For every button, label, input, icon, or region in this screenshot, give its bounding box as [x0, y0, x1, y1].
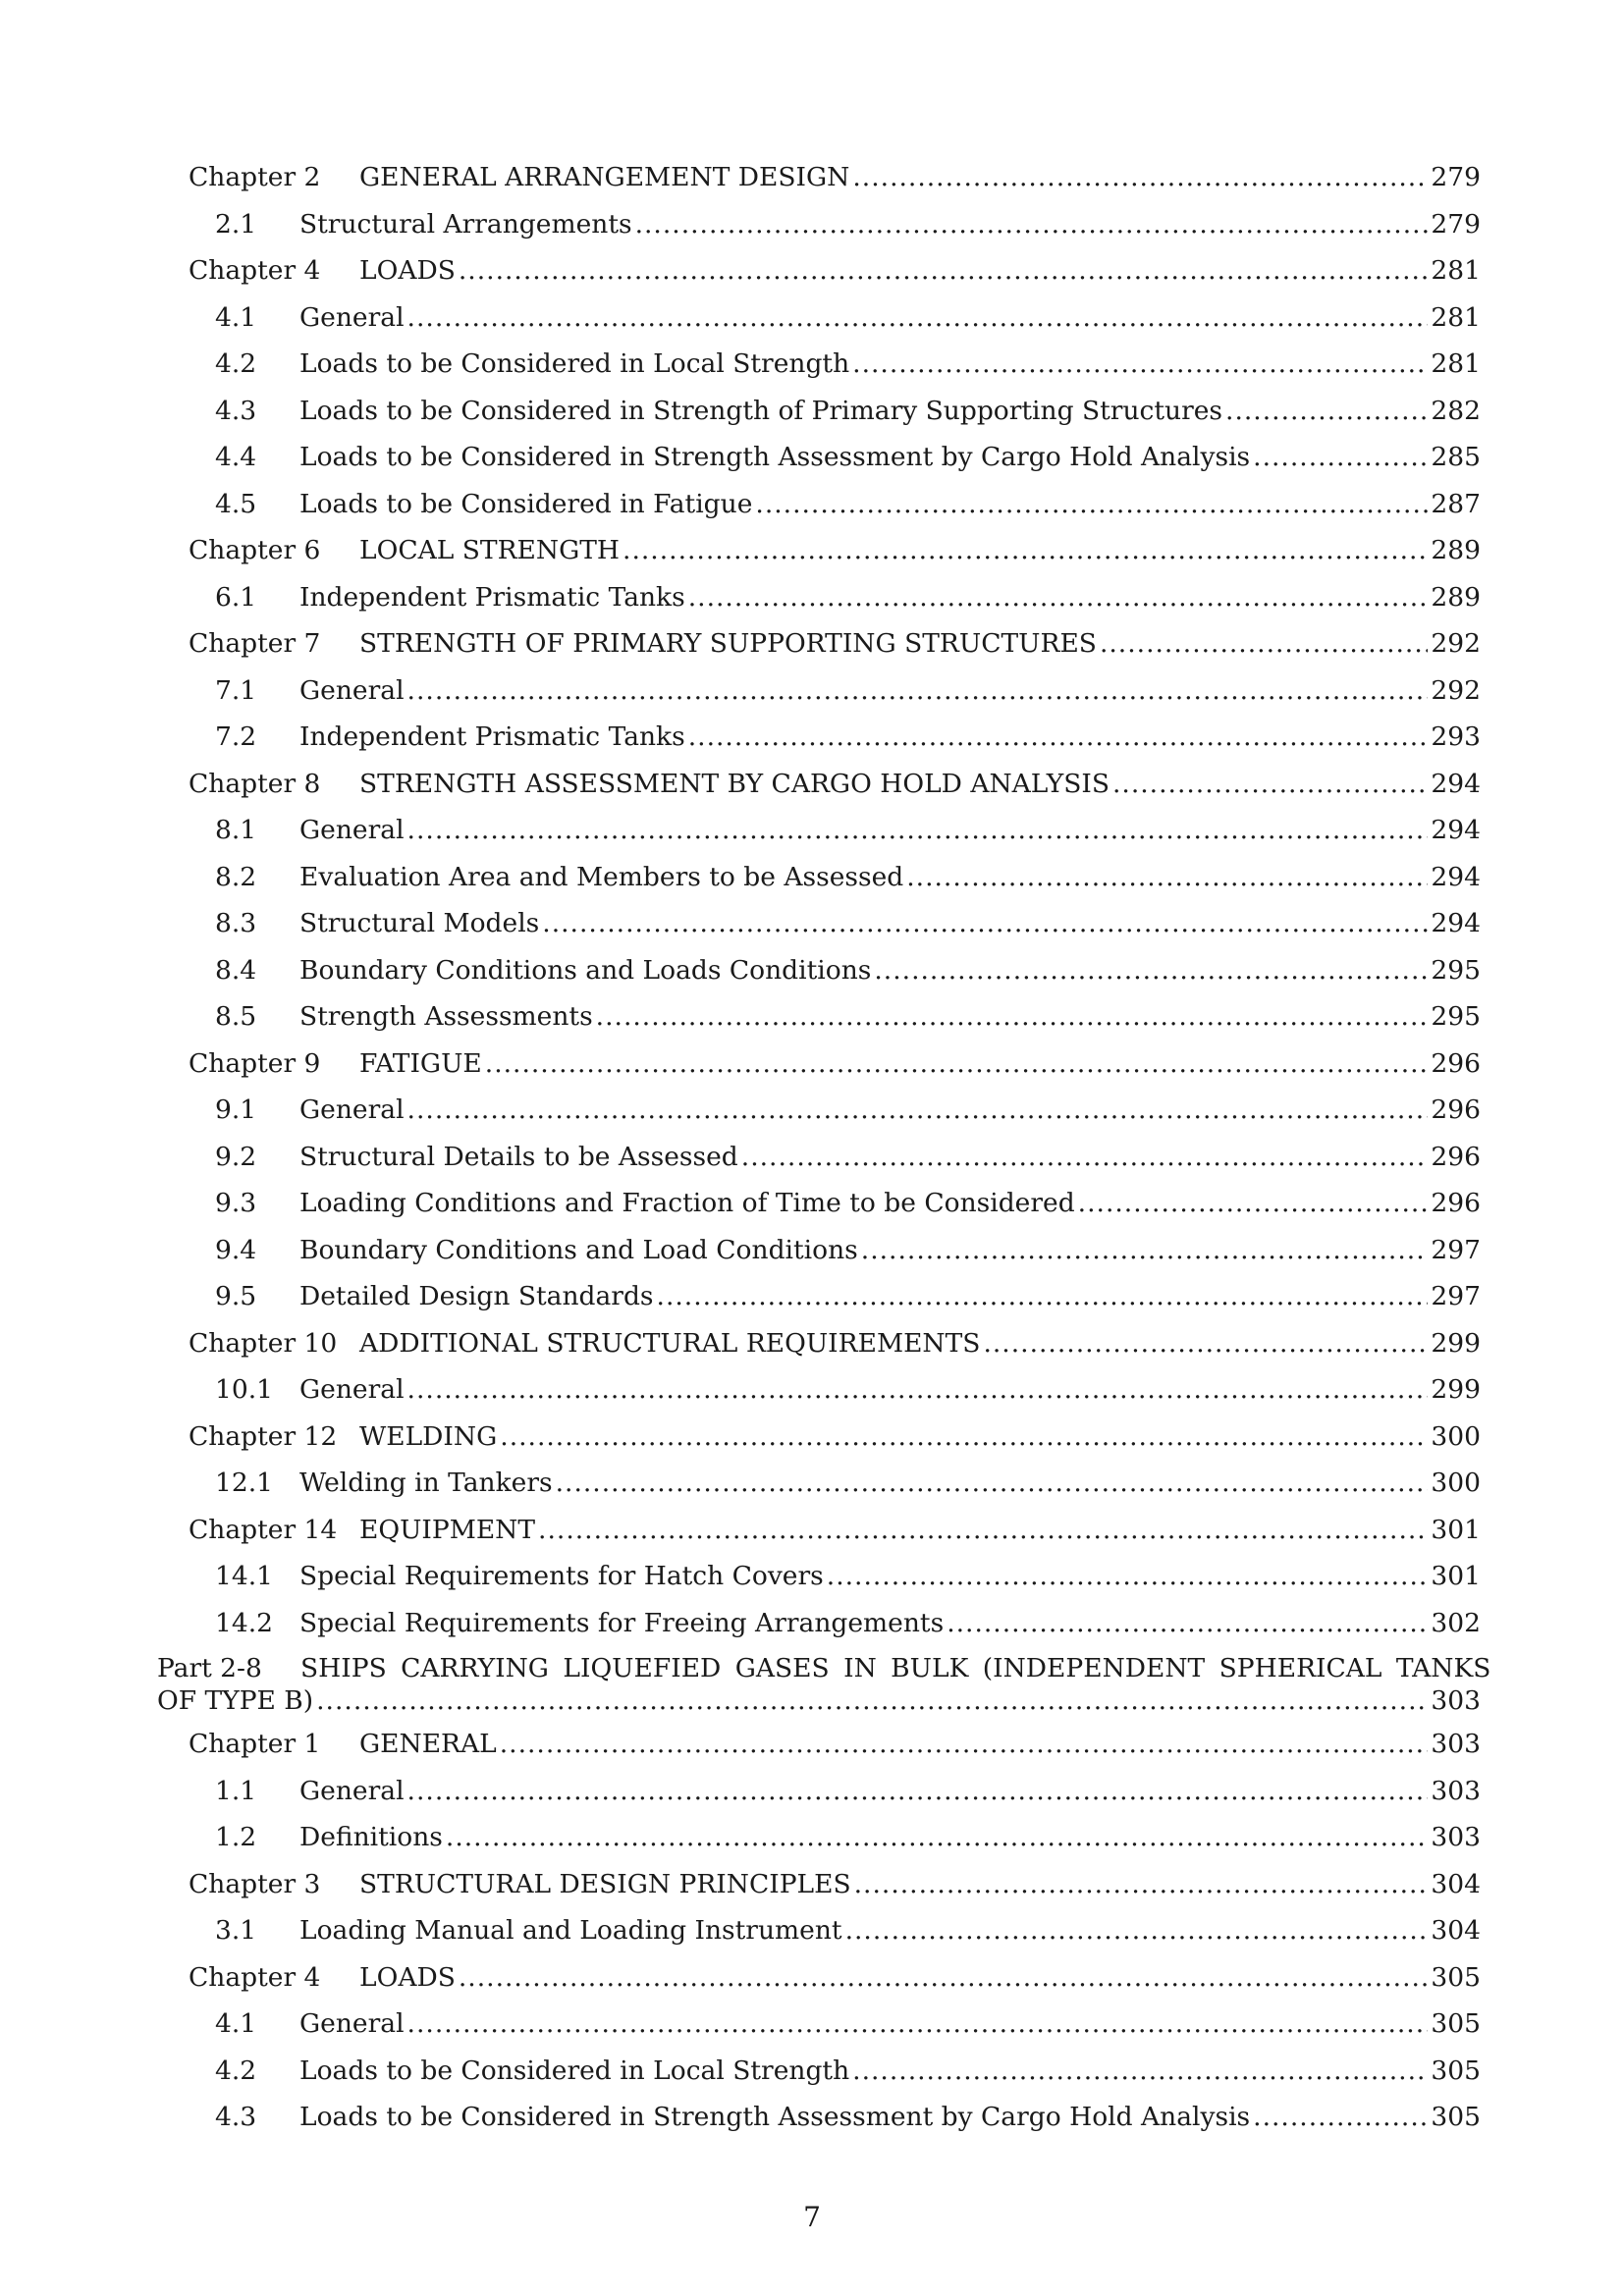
- toc-section-entry[interactable]: [157, 807, 1481, 854]
- toc-section-entry[interactable]: [157, 1460, 1481, 1507]
- section-title: General: [299, 1374, 405, 1405]
- toc-chapter-entry[interactable]: [157, 1507, 1481, 1554]
- section-title: Definitions: [299, 1822, 443, 1852]
- toc-section-entry[interactable]: [157, 1768, 1481, 1815]
- part-title-line2: OF TYPE B): [157, 1685, 314, 1716]
- toc-section-entry[interactable]: [157, 854, 1481, 901]
- entry-page-number: 303: [1431, 1775, 1481, 1806]
- dot-leader: [688, 714, 1429, 761]
- toc-section-entry[interactable]: [157, 1814, 1481, 1861]
- chapter-title: LOCAL STRENGTH: [359, 535, 621, 565]
- toc-section-entry[interactable]: [157, 2001, 1481, 2048]
- section-title: Loading Manual and Loading Instrument: [299, 1915, 842, 1946]
- chapter-title: WELDING: [359, 1420, 498, 1452]
- chapter-title: LOADS: [359, 255, 456, 286]
- section-number: 14.2: [215, 1607, 274, 1638]
- entry-page-number: 300: [1431, 1468, 1481, 1498]
- toc-section-entry[interactable]: [157, 1087, 1481, 1134]
- toc-chapter-entry[interactable]: [157, 1320, 1481, 1367]
- section-number: 2.1: [215, 208, 257, 240]
- section-number: 4.5: [215, 488, 257, 519]
- toc-section-entry[interactable]: [157, 294, 1481, 342]
- chapter-number: Chapter 9: [189, 1047, 321, 1079]
- section-title: General: [299, 301, 405, 333]
- entry-page-number: 282: [1431, 395, 1481, 426]
- section-number: 7.2: [215, 721, 257, 752]
- section-number: 9.3: [215, 1188, 257, 1218]
- chapter-number: Chapter 12: [189, 1420, 338, 1452]
- section-number: 4.1: [215, 301, 257, 333]
- dot-leader: [407, 807, 1429, 854]
- dot-leader: [852, 2048, 1428, 2095]
- toc-section-entry[interactable]: [157, 201, 1481, 248]
- section-title: Detailed Design Standards: [299, 1281, 654, 1311]
- dot-leader: [854, 1861, 1429, 1908]
- chapter-title: LOADS: [359, 1961, 456, 1993]
- entry-page-number: 300: [1431, 1420, 1481, 1452]
- toc-section-entry[interactable]: [157, 900, 1481, 947]
- entry-page-number: 305: [1431, 2008, 1481, 2039]
- section-number: 6.1: [215, 581, 257, 613]
- section-title: Boundary Conditions and Loads Conditions: [299, 954, 872, 986]
- dot-leader: [446, 1814, 1429, 1861]
- entry-page-number: 295: [1431, 954, 1481, 986]
- dot-leader: [459, 1954, 1429, 2002]
- toc-chapter-entry[interactable]: [157, 154, 1481, 201]
- toc-section-entry[interactable]: [157, 1553, 1481, 1600]
- section-title: General: [299, 1095, 405, 1125]
- section-title: Welding in Tankers: [299, 1468, 553, 1498]
- entry-page-number: 294: [1431, 861, 1481, 892]
- toc-chapter-entry[interactable]: [157, 527, 1481, 574]
- section-title: Loads to be Considered in Strength of Primary Supporting Structures: [299, 395, 1223, 426]
- chapter-number: Chapter 4: [189, 255, 321, 286]
- chapter-number: Chapter 4: [189, 1961, 321, 1993]
- section-title: Loads to be Considered in Strength Assessment by Cargo Hold Analysis: [299, 2102, 1251, 2132]
- dot-leader: [1253, 2094, 1428, 2141]
- toc-chapter-entry[interactable]: [157, 1954, 1481, 2002]
- dot-leader: [500, 1414, 1428, 1461]
- dot-leader: [947, 1600, 1428, 1647]
- dot-leader: [874, 947, 1428, 994]
- toc-chapter-entry[interactable]: [157, 1414, 1481, 1461]
- dot-leader: [407, 294, 1429, 342]
- entry-page-number: 296: [1431, 1095, 1481, 1125]
- chapter-number: Chapter 10: [189, 1327, 338, 1359]
- toc-section-entry[interactable]: [157, 2048, 1481, 2095]
- dot-leader: [538, 1507, 1428, 1554]
- dot-leader: [1100, 620, 1428, 667]
- entry-page-number: 285: [1431, 442, 1481, 472]
- section-title: General: [299, 815, 405, 845]
- section-number: 9.5: [215, 1281, 257, 1311]
- section-number: 12.1: [215, 1468, 274, 1498]
- dot-leader: [316, 1684, 1428, 1717]
- dot-leader: [741, 1134, 1429, 1181]
- section-number: 9.4: [215, 1234, 257, 1265]
- dot-leader: [852, 341, 1428, 388]
- entry-page-number: 301: [1431, 1561, 1481, 1591]
- dot-leader: [657, 1273, 1429, 1320]
- section-title: Structural Models: [299, 908, 540, 938]
- entry-page-number: 304: [1431, 1868, 1481, 1899]
- section-title: Boundary Conditions and Load Conditions: [299, 1234, 858, 1265]
- entry-page-number: 303: [1431, 1822, 1481, 1852]
- section-number: 8.5: [215, 1001, 257, 1032]
- section-title: General: [299, 674, 405, 706]
- entry-page-number: 296: [1431, 1047, 1481, 1079]
- toc-section-entry[interactable]: [157, 1180, 1481, 1227]
- section-title: Evaluation Area and Members to be Assessed: [299, 861, 904, 892]
- dot-leader: [556, 1460, 1429, 1507]
- entry-page-number: 299: [1431, 1374, 1481, 1405]
- section-number: 4.3: [215, 395, 257, 426]
- dot-leader: [407, 2001, 1429, 2048]
- entry-page-number: 302: [1431, 1607, 1481, 1638]
- section-title: Strength Assessments: [299, 1001, 593, 1032]
- toc-section-entry[interactable]: [157, 993, 1481, 1041]
- toc-section-entry[interactable]: [157, 1134, 1481, 1181]
- toc-section-entry[interactable]: [157, 341, 1481, 388]
- toc-section-entry[interactable]: [157, 714, 1481, 761]
- entry-page-number: 303: [1431, 1729, 1481, 1759]
- section-number: 8.1: [215, 815, 257, 845]
- entry-page-number: 296: [1431, 1188, 1481, 1218]
- entry-page-number: 296: [1431, 1141, 1481, 1172]
- section-number: 4.4: [215, 442, 257, 472]
- entry-page-number: 293: [1431, 721, 1481, 752]
- chapter-number: Chapter 6: [189, 535, 321, 565]
- toc-section-entry[interactable]: [157, 667, 1481, 715]
- dot-leader: [407, 1087, 1429, 1134]
- chapter-title: FATIGUE: [359, 1047, 482, 1079]
- section-number: 4.2: [215, 2055, 257, 2086]
- chapter-title: GENERAL: [359, 1729, 497, 1759]
- section-title: General: [299, 1775, 405, 1806]
- dot-leader: [688, 574, 1429, 621]
- entry-page-number: 292: [1431, 674, 1481, 706]
- toc-section-entry[interactable]: [157, 947, 1481, 994]
- section-number: 9.2: [215, 1141, 257, 1172]
- toc-section-entry[interactable]: [157, 434, 1481, 481]
- chapter-title: STRUCTURAL DESIGN PRINCIPLES: [359, 1868, 851, 1899]
- chapter-number: Chapter 1: [189, 1729, 321, 1759]
- section-number: 9.1: [215, 1095, 257, 1125]
- section-title: Special Requirements for Hatch Covers: [299, 1561, 824, 1591]
- chapter-number: Chapter 8: [189, 768, 321, 799]
- toc-section-entry[interactable]: [157, 1227, 1481, 1274]
- dot-leader: [485, 1041, 1429, 1088]
- dot-leader: [635, 201, 1429, 248]
- section-title: Loads to be Considered in Local Strength: [299, 348, 850, 379]
- section-number: 1.2: [215, 1822, 257, 1852]
- dot-leader: [542, 900, 1428, 947]
- chapter-number: Chapter 3: [189, 1868, 321, 1899]
- section-title: Loading Conditions and Fraction of Time to be Considered: [299, 1188, 1075, 1218]
- section-title: General: [299, 2008, 405, 2039]
- entry-page-number: 295: [1431, 1001, 1481, 1032]
- entry-page-number: 279: [1431, 208, 1481, 240]
- entry-page-number: 289: [1431, 535, 1481, 565]
- entry-page-number: 292: [1431, 628, 1481, 659]
- dot-leader: [407, 1366, 1429, 1414]
- entry-page-number: 294: [1431, 908, 1481, 938]
- chapter-title: ADDITIONAL STRUCTURAL REQUIREMENTS: [359, 1327, 981, 1359]
- section-title: Structural Details to be Assessed: [299, 1141, 738, 1172]
- part-title-line1: SHIPS CARRYING LIQUEFIED GASES IN BULK (INDEPENDENT SPHERICAL TANKS: [300, 1653, 1491, 1683]
- chapter-number: Chapter 14: [189, 1514, 338, 1545]
- section-title: Independent Prismatic Tanks: [299, 721, 685, 752]
- entry-page-number: 281: [1431, 348, 1481, 379]
- entry-page-number: 294: [1431, 815, 1481, 845]
- dot-leader: [1112, 761, 1428, 808]
- section-title: Loads to be Considered in Local Strength: [299, 2055, 850, 2086]
- section-title: Loads to be Considered in Fatigue: [299, 488, 753, 519]
- toc-chapter-entry[interactable]: [157, 1721, 1481, 1768]
- toc-section-entry[interactable]: [157, 388, 1481, 435]
- dot-leader: [459, 247, 1429, 294]
- toc-chapter-entry[interactable]: [157, 620, 1481, 667]
- dot-leader: [845, 1907, 1429, 1954]
- chapter-title: GENERAL ARRANGEMENT DESIGN: [359, 162, 850, 192]
- dot-leader: [906, 854, 1428, 901]
- entry-page-number: 289: [1431, 581, 1481, 613]
- entry-page-number: 281: [1431, 301, 1481, 333]
- entry-page-number: 299: [1431, 1327, 1481, 1359]
- dot-leader: [1225, 388, 1428, 435]
- section-number: 7.1: [215, 674, 257, 706]
- dot-leader: [407, 667, 1429, 715]
- section-number: 8.3: [215, 908, 257, 938]
- dot-leader: [596, 993, 1429, 1041]
- entry-page-number: 294: [1431, 768, 1481, 799]
- section-number: 4.2: [215, 348, 257, 379]
- entry-page-number: 305: [1431, 1961, 1481, 1993]
- chapter-title: STRENGTH ASSESSMENT BY CARGO HOLD ANALYSIS: [359, 768, 1110, 799]
- toc-section-entry[interactable]: [157, 481, 1481, 528]
- toc-section-entry[interactable]: [157, 1273, 1481, 1320]
- section-number: 8.2: [215, 861, 257, 892]
- page-number: 7: [803, 2201, 821, 2233]
- section-number: 8.4: [215, 954, 257, 986]
- dot-leader: [983, 1320, 1428, 1367]
- toc-chapter-entry[interactable]: [157, 247, 1481, 294]
- entry-page-number: 287: [1431, 488, 1481, 519]
- dot-leader: [623, 527, 1428, 574]
- toc-section-entry[interactable]: [157, 1907, 1481, 1954]
- section-number: 4.1: [215, 2008, 257, 2039]
- section-title: Structural Arrangements: [299, 208, 632, 240]
- section-title: Loads to be Considered in Strength Assessment by Cargo Hold Analysis: [299, 442, 1251, 472]
- section-number: 4.3: [215, 2102, 257, 2132]
- dot-leader: [755, 481, 1428, 528]
- section-title: Independent Prismatic Tanks: [299, 581, 685, 613]
- toc-chapter-entry[interactable]: [157, 761, 1481, 808]
- entry-page-number: 305: [1431, 2102, 1481, 2132]
- toc-section-entry[interactable]: [157, 2094, 1481, 2141]
- chapter-number: Chapter 2: [189, 162, 321, 192]
- section-number: 10.1: [215, 1374, 274, 1405]
- dot-leader: [500, 1721, 1429, 1768]
- entry-page-number: 304: [1431, 1915, 1481, 1946]
- entry-page-number: 281: [1431, 255, 1481, 286]
- section-number: 14.1: [215, 1561, 274, 1591]
- part-page-number: 303: [1431, 1685, 1481, 1716]
- entry-page-number: 305: [1431, 2055, 1481, 2086]
- section-number: 3.1: [215, 1915, 257, 1946]
- dot-leader: [407, 1768, 1429, 1815]
- dot-leader: [1078, 1180, 1429, 1227]
- entry-page-number: 297: [1431, 1281, 1481, 1311]
- part-number: Part 2-8: [157, 1653, 262, 1683]
- toc-section-entry[interactable]: [157, 574, 1481, 621]
- section-title: Special Requirements for Freeing Arrangements: [299, 1607, 945, 1638]
- toc-list: [157, 1721, 1481, 2141]
- toc-section-entry[interactable]: [157, 1366, 1481, 1414]
- chapter-title: STRENGTH OF PRIMARY SUPPORTING STRUCTURES: [359, 628, 1097, 659]
- entry-page-number: 297: [1431, 1234, 1481, 1265]
- dot-leader: [827, 1553, 1429, 1600]
- toc-part-entry[interactable]: [157, 1646, 1491, 1721]
- chapter-title: EQUIPMENT: [359, 1514, 536, 1545]
- entry-page-number: 301: [1431, 1514, 1481, 1545]
- chapter-number: Chapter 7: [189, 628, 321, 659]
- entry-page-number: 279: [1431, 162, 1481, 192]
- toc-section-entry[interactable]: [157, 1600, 1481, 1647]
- table-of-contents: [157, 154, 1491, 2141]
- section-number: 1.1: [215, 1775, 257, 1806]
- dot-leader: [852, 154, 1428, 201]
- toc-chapter-entry[interactable]: [157, 1861, 1481, 1908]
- dot-leader: [1253, 434, 1428, 481]
- toc-list: [157, 154, 1481, 1646]
- toc-chapter-entry[interactable]: [157, 1041, 1481, 1088]
- dot-leader: [861, 1227, 1429, 1274]
